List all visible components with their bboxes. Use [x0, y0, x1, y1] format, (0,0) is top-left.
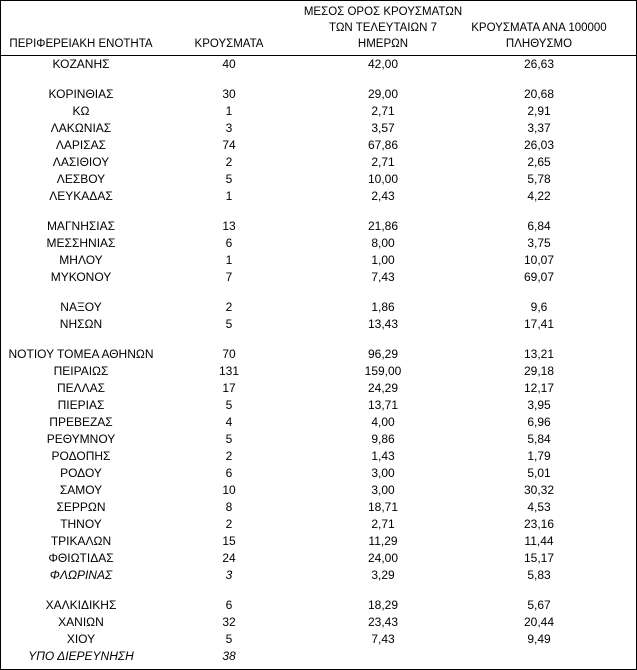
table-row — [1, 499, 636, 516]
region-name-cell: ΚΟΡΙΝΘΙΑΣ — [48, 87, 114, 101]
table-row — [1, 431, 636, 448]
cases-cell: 5 — [225, 432, 233, 446]
per-100k-cell: 1,79 — [527, 449, 551, 463]
table-row — [1, 299, 636, 316]
per-100k-cell: 4,22 — [527, 189, 551, 203]
cases-cell — [161, 205, 297, 218]
avg-7day-cell: 2,71 — [371, 517, 395, 531]
table-row — [1, 171, 636, 188]
cases-cell: 13 — [222, 219, 236, 233]
per-100k-cell: 69,07 — [523, 270, 555, 284]
cases-cell: 5 — [225, 632, 233, 646]
col-header-avg-7day — [297, 1, 469, 56]
per-100k-cell: 5,84 — [527, 432, 551, 446]
region-name-cell: ΡΟΔΟΥ — [60, 466, 102, 480]
region-name-cell: ΠΡΕΒΕΖΑΣ — [49, 415, 113, 429]
cases-cell: 30 — [222, 87, 236, 101]
filler-cell — [609, 269, 636, 286]
filler-cell — [609, 516, 636, 533]
filler-cell — [609, 533, 636, 550]
cases-cell: 40 — [222, 57, 236, 71]
filler-cell — [609, 584, 636, 597]
avg-7day-cell: 11,29 — [368, 534, 398, 548]
filler-cell — [609, 397, 636, 414]
filler-cell — [609, 465, 636, 482]
table-row — [1, 103, 636, 120]
region-name-cell: ΝΗΣΩΝ — [59, 317, 103, 331]
avg-7day-cell: 4,00 — [371, 415, 395, 429]
filler-cell — [609, 252, 636, 269]
cases-cell: 2 — [225, 449, 233, 463]
avg-7day-cell — [297, 73, 469, 86]
avg-7day-cell: 1,43 — [371, 449, 395, 463]
cases-cell: 3 — [225, 568, 233, 582]
avg-7day-cell: 13,43 — [367, 317, 399, 331]
avg-7day-cell — [297, 286, 469, 299]
cases-cell: 131 — [218, 364, 240, 378]
cases-cell: 1 — [225, 253, 233, 267]
per-100k-cell: 17,41 — [523, 317, 555, 331]
per-100k-cell: 9,6 — [530, 300, 548, 314]
per-100k-cell: 2,91 — [527, 104, 551, 118]
cases-cell: 2 — [225, 300, 233, 314]
region-name-cell: ΜΕΣΣΗΝΙΑΣ — [46, 236, 116, 250]
region-name-cell — [1, 333, 161, 346]
filler-cell — [609, 614, 636, 631]
table-row — [1, 380, 636, 397]
avg-7day-cell: 24,00 — [367, 551, 399, 565]
filler-cell — [609, 188, 636, 205]
table-row — [1, 550, 636, 567]
filler-cell — [609, 171, 636, 188]
filler-cell — [609, 648, 636, 665]
avg-7day-cell: 1,00 — [371, 253, 395, 267]
col-header-filler — [609, 1, 636, 56]
cases-cell: 6 — [225, 598, 233, 612]
cases-by-regional-unit-table — [1, 1, 636, 665]
region-name-cell: ΛΑΡΙΣΑΣ — [55, 138, 107, 152]
avg-7day-cell: 10,00 — [367, 172, 399, 186]
table-row — [1, 597, 636, 614]
per-100k-cell — [469, 648, 609, 665]
spacer-row — [1, 333, 636, 346]
region-name-cell: ΜΑΓΝΗΣΙΑΣ — [46, 219, 116, 233]
per-100k-cell: 5,01 — [527, 466, 551, 480]
table-row — [1, 363, 636, 380]
per-100k-cell: 29,18 — [523, 364, 555, 378]
per-100k-cell: 3,95 — [527, 398, 551, 412]
region-name-cell: ΣΕΡΡΩΝ — [56, 500, 106, 514]
spacer-row — [1, 584, 636, 597]
filler-cell — [609, 316, 636, 333]
avg-7day-cell: 1,86 — [371, 300, 395, 314]
per-100k-cell: 5,78 — [527, 172, 551, 186]
table-row — [1, 533, 636, 550]
table-row — [1, 218, 636, 235]
spacer-row — [1, 205, 636, 218]
table-row — [1, 448, 636, 465]
region-name-cell: ΚΟΖΑΝΗΣ — [52, 57, 110, 71]
avg-7day-cell: 7,43 — [371, 270, 395, 284]
region-name-cell: ΛΕΣΒΟΥ — [56, 172, 106, 186]
avg-7day-cell: 96,29 — [367, 347, 399, 361]
avg-7day-cell: 2,71 — [371, 155, 395, 169]
region-name-cell: ΤΡΙΚΑΛΩΝ — [50, 534, 112, 548]
table-row — [1, 346, 636, 363]
per-100k-cell: 3,75 — [527, 236, 551, 250]
per-100k-cell: 5,83 — [527, 568, 551, 582]
region-name-cell: ΠΙΕΡΙΑΣ — [57, 398, 105, 412]
region-name-cell: ΚΩ — [72, 104, 90, 118]
per-100k-cell: 12,17 — [523, 381, 555, 395]
per-100k-cell — [469, 333, 609, 346]
avg-7day-cell: 23,43 — [367, 615, 399, 629]
filler-cell — [609, 205, 636, 218]
cases-cell: 70 — [222, 347, 236, 361]
cases-cell: 5 — [225, 398, 233, 412]
cases-cell: 6 — [225, 236, 233, 250]
col-header-cases: ΚΡΟΥΣΜΑΤΑ — [161, 1, 297, 56]
per-100k-cell — [469, 584, 609, 597]
filler-cell — [609, 333, 636, 346]
table-row — [1, 567, 636, 584]
filler-cell — [609, 103, 636, 120]
per-100k-cell: 6,84 — [527, 219, 551, 233]
region-name-cell: ΡΕΘΥΜΝΟΥ — [46, 432, 116, 446]
filler-cell — [609, 299, 636, 316]
cases-cell: 7 — [225, 270, 233, 284]
per-100k-cell: 30,32 — [523, 483, 555, 497]
per-100k-cell: 26,63 — [523, 57, 555, 71]
cases-cell: 5 — [225, 172, 233, 186]
table-header — [1, 1, 636, 56]
filler-cell — [609, 137, 636, 154]
avg-7day-cell: 2,43 — [371, 189, 395, 203]
filler-cell — [609, 631, 636, 648]
cases-cell: 8 — [225, 500, 233, 514]
cases-cell — [161, 584, 297, 597]
table-row — [1, 188, 636, 205]
filler-cell — [609, 154, 636, 171]
header-row — [1, 1, 636, 56]
avg-7day-cell: 3,29 — [371, 568, 395, 582]
avg-7day-cell: 24,29 — [367, 381, 399, 395]
per-100k-cell: 3,37 — [527, 121, 551, 135]
region-name-cell: ΛΕΥΚΑΔΑΣ — [49, 189, 113, 203]
per-100k-cell: 5,67 — [527, 598, 551, 612]
avg-7day-cell: 18,29 — [367, 598, 399, 612]
table-row — [1, 316, 636, 333]
cases-cell: 74 — [222, 138, 236, 152]
avg-7day-cell: 42,00 — [367, 57, 399, 71]
table-row — [1, 414, 636, 431]
filler-cell — [609, 482, 636, 499]
region-name-cell: ΦΘΙΩΤΙΔΑΣ — [48, 551, 114, 565]
col-header-per-100k — [469, 1, 609, 56]
table-row — [1, 614, 636, 631]
region-name-cell — [1, 584, 161, 597]
table-row — [1, 516, 636, 533]
avg-7day-cell: 3,00 — [371, 483, 395, 497]
avg-7day-cell: 67,86 — [367, 138, 399, 152]
filler-cell — [609, 380, 636, 397]
region-name-cell — [1, 286, 161, 299]
filler-cell — [609, 56, 636, 74]
col-header-avg-7day-line2: ΤΩΝ ΤΕΛΕΥΤΑΙΩΝ 7 — [329, 22, 437, 34]
avg-7day-cell: 21,86 — [367, 219, 399, 233]
cases-cell: 1 — [225, 189, 233, 203]
avg-7day-cell — [297, 205, 469, 218]
region-name-cell: ΡΟΔΟΠΗΣ — [51, 449, 111, 463]
cases-cell: 38 — [222, 649, 236, 663]
avg-7day-cell: 18,71 — [367, 500, 399, 514]
filler-cell — [609, 414, 636, 431]
per-100k-cell: 26,03 — [523, 138, 555, 152]
per-100k-cell — [469, 73, 609, 86]
filler-cell — [609, 346, 636, 363]
region-name-cell: ΦΛΩΡΙΝΑΣ — [49, 568, 113, 582]
per-100k-cell: 11,44 — [524, 534, 554, 548]
avg-7day-cell: 159,00 — [364, 364, 402, 378]
per-100k-cell: 9,49 — [527, 632, 551, 646]
col-header-avg-7day-line3: ΗΜΕΡΩΝ — [357, 38, 409, 50]
cases-cell: 10 — [222, 483, 236, 497]
filler-cell — [609, 235, 636, 252]
filler-cell — [609, 73, 636, 86]
cases-cell: 2 — [225, 155, 233, 169]
avg-7day-cell — [297, 333, 469, 346]
table-row — [1, 235, 636, 252]
cases-cell: 17 — [222, 381, 236, 395]
cases-cell: 6 — [225, 466, 233, 480]
region-name-cell: ΝΑΞΟΥ — [60, 300, 102, 314]
avg-7day-cell: 8,00 — [371, 236, 395, 250]
filler-cell — [609, 567, 636, 584]
per-100k-cell: 4,53 — [527, 500, 551, 514]
cases-cell — [161, 333, 297, 346]
region-name-cell: ΛΑΣΙΘΙΟΥ — [52, 155, 110, 169]
avg-7day-cell: 7,43 — [371, 632, 395, 646]
col-header-regional-unit: ΠΕΡΙΦΕΡΕΙΑΚΗ ΕΝΟΤΗΤΑ — [1, 1, 161, 56]
col-header-per-100k-line1: ΚΡΟΥΣΜΑΤΑ ΑΝΑ 100000 — [471, 22, 607, 34]
table-row — [1, 631, 636, 648]
cases-cell: 4 — [225, 415, 233, 429]
region-name-cell: ΥΠΟ ΔΙΕΡΕΥΝΗΣΗ — [28, 649, 134, 663]
col-header-avg-7day-line1: ΜΕΣΟΣ ΟΡΟΣ ΚΡΟΥΣΜΑΤΩΝ — [303, 6, 463, 18]
region-name-cell — [1, 73, 161, 86]
avg-7day-cell: 13,71 — [367, 398, 399, 412]
filler-cell — [609, 597, 636, 614]
table-row — [1, 252, 636, 269]
region-name-cell: ΜΗΛΟΥ — [59, 253, 103, 267]
cases-cell: 3 — [225, 121, 233, 135]
table-row — [1, 154, 636, 171]
spacer-row — [1, 286, 636, 299]
cases-cell — [161, 73, 297, 86]
filler-cell — [609, 86, 636, 103]
avg-7day-cell — [297, 648, 469, 665]
filler-cell — [609, 431, 636, 448]
table-row — [1, 397, 636, 414]
table-body — [1, 56, 636, 666]
table-row — [1, 269, 636, 286]
per-100k-cell: 10,07 — [523, 253, 555, 267]
cases-cell: 1 — [225, 104, 233, 118]
filler-cell — [609, 218, 636, 235]
per-100k-cell: 6,96 — [527, 415, 551, 429]
avg-7day-cell: 29,00 — [367, 87, 399, 101]
region-name-cell — [1, 205, 161, 218]
per-100k-cell: 20,44 — [523, 615, 555, 629]
region-name-cell: ΤΗΝΟΥ — [60, 517, 102, 531]
cases-cell: 24 — [222, 551, 236, 565]
spacer-row — [1, 73, 636, 86]
filler-cell — [609, 120, 636, 137]
table-row — [1, 86, 636, 103]
region-name-cell: ΠΕΛΛΑΣ — [56, 381, 106, 395]
avg-7day-cell: 3,57 — [371, 121, 395, 135]
filler-cell — [609, 499, 636, 516]
filler-cell — [609, 363, 636, 380]
region-name-cell: ΠΕΙΡΑΙΩΣ — [53, 364, 109, 378]
per-100k-cell: 15,17 — [523, 551, 555, 565]
cases-cell: 5 — [225, 317, 233, 331]
avg-7day-cell: 2,71 — [371, 104, 395, 118]
cases-cell: 32 — [222, 615, 236, 629]
region-name-cell: ΧΙΟΥ — [66, 632, 96, 646]
per-100k-cell: 20,68 — [523, 87, 555, 101]
avg-7day-cell: 3,00 — [371, 466, 395, 480]
region-name-cell: ΧΑΛΚΙΔΙΚΗΣ — [45, 598, 117, 612]
table-row — [1, 137, 636, 154]
avg-7day-cell: 9,86 — [371, 432, 395, 446]
table-row — [1, 648, 636, 665]
avg-7day-cell — [297, 584, 469, 597]
cases-cell — [161, 286, 297, 299]
per-100k-cell — [469, 205, 609, 218]
table-row — [1, 120, 636, 137]
per-100k-cell: 13,21 — [523, 347, 555, 361]
filler-cell — [609, 448, 636, 465]
col-header-per-100k-line2: ΠΛΗΘΥΣΜΟ — [505, 38, 573, 50]
cases-cell: 2 — [225, 517, 233, 531]
cases-cell: 15 — [222, 534, 236, 548]
table-row — [1, 56, 636, 74]
region-name-cell: ΜΥΚΟΝΟΥ — [50, 270, 112, 284]
table-row — [1, 482, 636, 499]
filler-cell — [609, 286, 636, 299]
table-row — [1, 465, 636, 482]
region-name-cell: ΧΑΝΙΩΝ — [58, 615, 104, 629]
region-name-cell: ΛΑΚΩΝΙΑΣ — [50, 121, 112, 135]
filler-cell — [609, 550, 636, 567]
region-name-cell: ΝΟΤΙΟΥ ΤΟΜΕΑ ΑΘΗΝΩΝ — [8, 347, 154, 361]
per-100k-cell — [469, 286, 609, 299]
region-name-cell: ΣΑΜΟΥ — [59, 483, 103, 497]
per-100k-cell: 2,65 — [527, 155, 551, 169]
per-100k-cell: 23,16 — [523, 517, 555, 531]
